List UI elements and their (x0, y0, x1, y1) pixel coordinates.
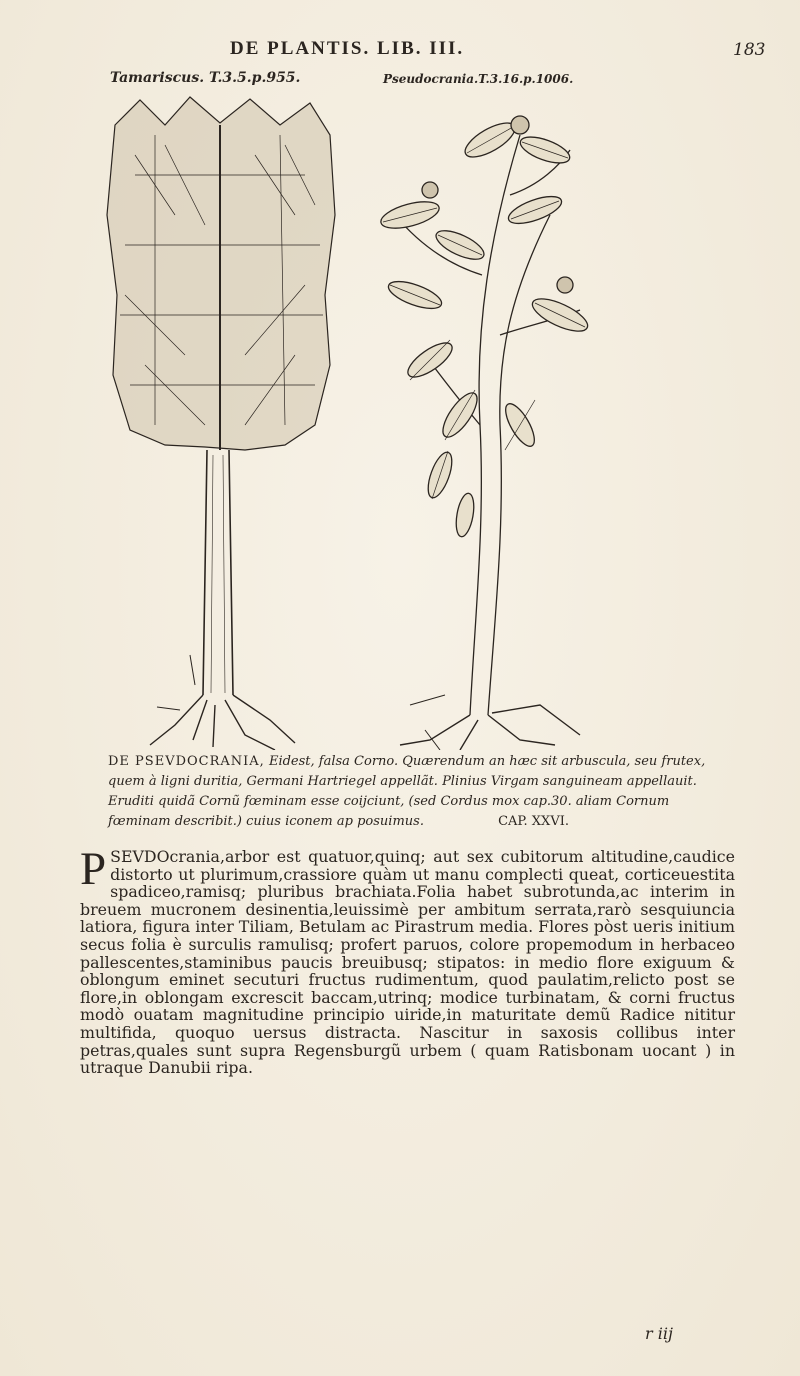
signature-mark: r iij (645, 1324, 673, 1343)
pseudocrania-woodcut (370, 95, 600, 750)
drop-cap-initial: P (80, 843, 107, 895)
figure-caption-pseudocrania: Pseudocrania.T.3.16.p.1006. (383, 72, 574, 86)
chapter-number: CAP. XXVI. (498, 814, 569, 829)
chapter-heading-lead: DE PSEVDOCRANIA, (108, 754, 265, 769)
body-paragraph: SEVDOcrania,arbor est quatuor,quinq; aut sex cubitorum altitudine,caudice distorto ut plurimum,crassiore quàm ut manu complecti queat, corticeuestita spadiceo,ramisq; pluribus brachiata.Folia habet subrotunda,ac interim in breuem mucronem desinentia,leuissimè per ambitum serrata,rarò sesquiuncia latiora, figura inter Tiliam, Betulam ac Pirastrum media. Flores pòst ueris initium secus folia è surculis ramulisq; profert paruos, colore propemodum in herbaceo pallescentes,staminibus paucis breuibusq; stipatos: in medio flore exiguum & oblongum eminet secuturi fructus rudimentum, quod paulatim,relicto post se flore,in oblongam excrescit baccam,utrinq; modice turbinatam, & corni fructus modò ouatam magnitudine principio uiride,in maturitate demũ Radice nititur multifida, quoquo uersus distracta. Nascitur in saxosis collibus inter petras,quales sunt supra Regensburgũ urbem ( quam Ratisbonam uocant ) in utraque Danubii ripa. (80, 847, 735, 1078)
body-text (80, 843, 735, 1078)
folio-number: 183 (733, 40, 766, 60)
tamariscus-woodcut (95, 95, 345, 750)
figure-caption-tamariscus: Tamariscus. T.3.5.p.955. (110, 70, 301, 86)
chapter-heading-text: Eidest, falsa Corno. Quærendum an hæc sit arbuscula, seu frutex, quem à ligni duritia, Germani Hartriegel appellãt. Plinius Virgam sanguineam appellauit. Eruditi quidã Cornũ fœminam esse coijciunt, (sed Cordus mox cap.30. aliam Cornum fœminam describit.) cuius iconem ap posuimus. (108, 754, 706, 829)
chapter-heading (108, 752, 728, 832)
running-head: DE PLANTIS. LIB. III. (230, 38, 465, 59)
